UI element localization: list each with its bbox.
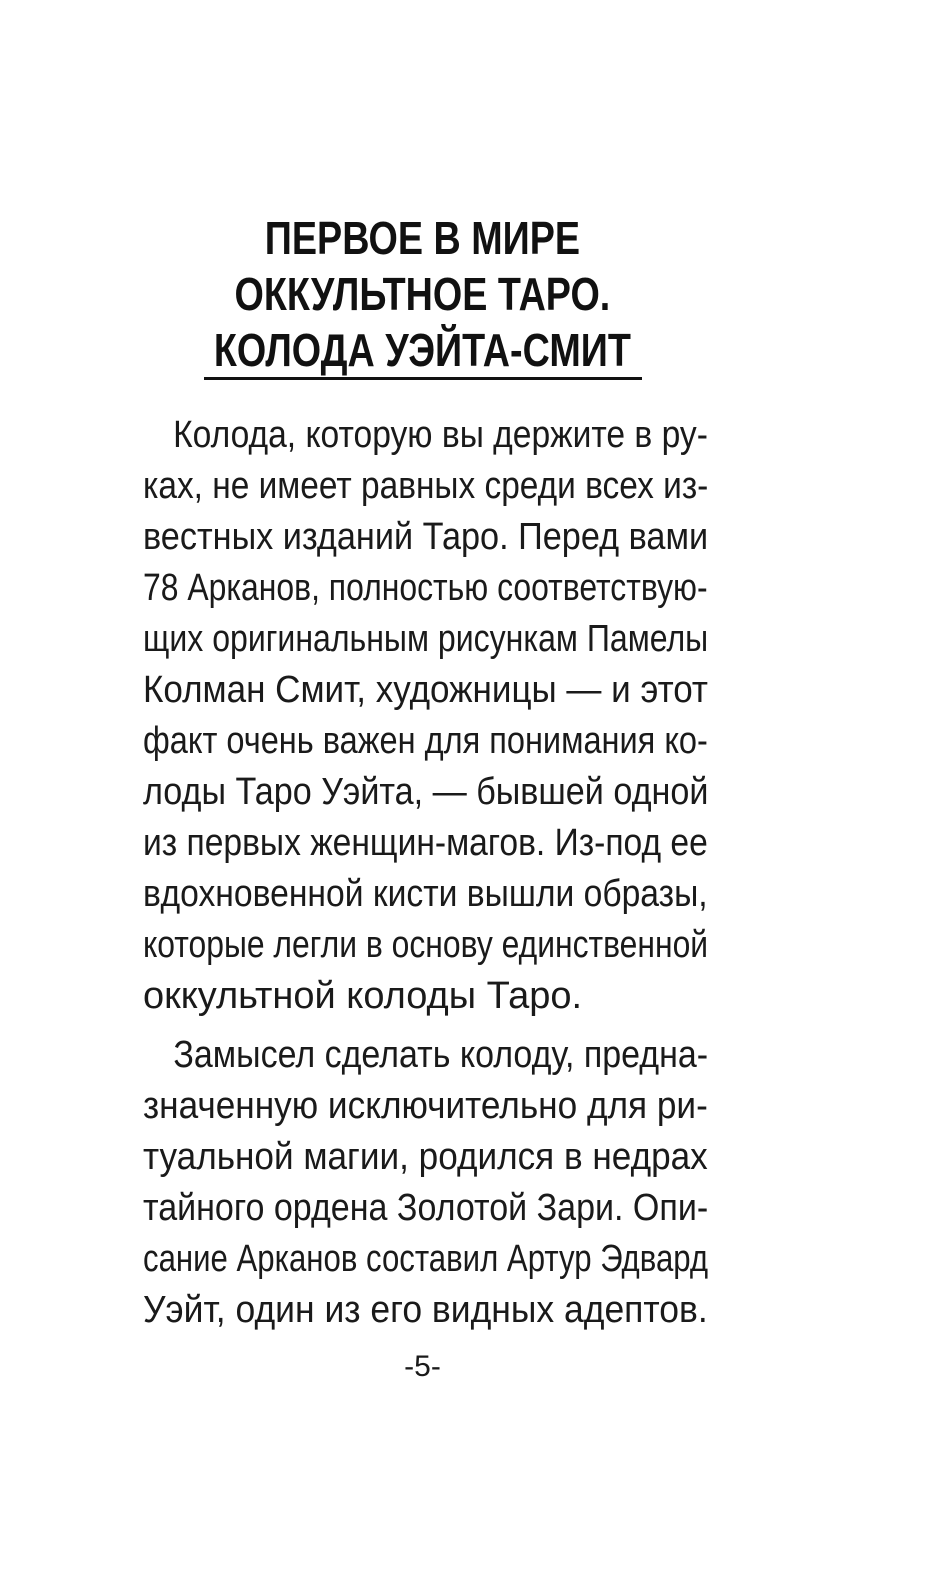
heading-line-3: КОЛОДА УЭЙТА-СМИТ	[213, 324, 631, 376]
text-line: Уэйт, один из его видных адептов.	[143, 1289, 708, 1331]
chapter-heading	[76, 210, 769, 378]
paragraph-gap	[143, 1022, 708, 1030]
paragraph-1	[143, 410, 708, 1022]
text-line: тайного ордена Золотой Зари. Опи-	[143, 1187, 709, 1229]
heading-line-2: ОККУЛЬТНОЕ ТАРО.	[234, 268, 611, 320]
text-line: туальной магии, родился в недрах	[143, 1136, 708, 1178]
heading-underline	[204, 377, 642, 380]
text-line: сание Арканов составил Артур Эдвард	[143, 1238, 709, 1280]
text-line: Замысел сделать колоду, предна-	[173, 1034, 709, 1076]
text-line: из первых женщин-магов. Из-под ее	[143, 822, 708, 864]
text-line: щих оригинальным рисункам Памелы	[143, 618, 709, 660]
text-line: Колман Смит, художницы — и этот	[143, 669, 708, 711]
text-line: значенную исключительно для ри-	[143, 1085, 708, 1127]
heading-line-1: ПЕРВОЕ В МИРЕ	[264, 212, 581, 264]
text-line: лоды Таро Уэйта, — бывшей одной	[143, 771, 709, 813]
paragraph-2	[143, 1030, 708, 1336]
text-line: факт очень важен для понимания ко-	[143, 720, 708, 762]
text-line: вдохновенной кисти вышли образы,	[143, 873, 708, 915]
text-line: 78 Арканов, полностью соответствую-	[143, 567, 708, 609]
text-line: которые легли в основу единственной	[143, 924, 709, 966]
text-line: ках, не имеет равных среди всех из-	[143, 465, 709, 507]
page-number: -5-	[404, 1350, 441, 1383]
body-text	[143, 410, 708, 1336]
text-line: Колода, которую вы держите в ру-	[173, 414, 708, 456]
text-line: оккультной колоды Таро.	[143, 975, 583, 1017]
text-line: вестных изданий Таро. Перед вами	[143, 516, 709, 558]
